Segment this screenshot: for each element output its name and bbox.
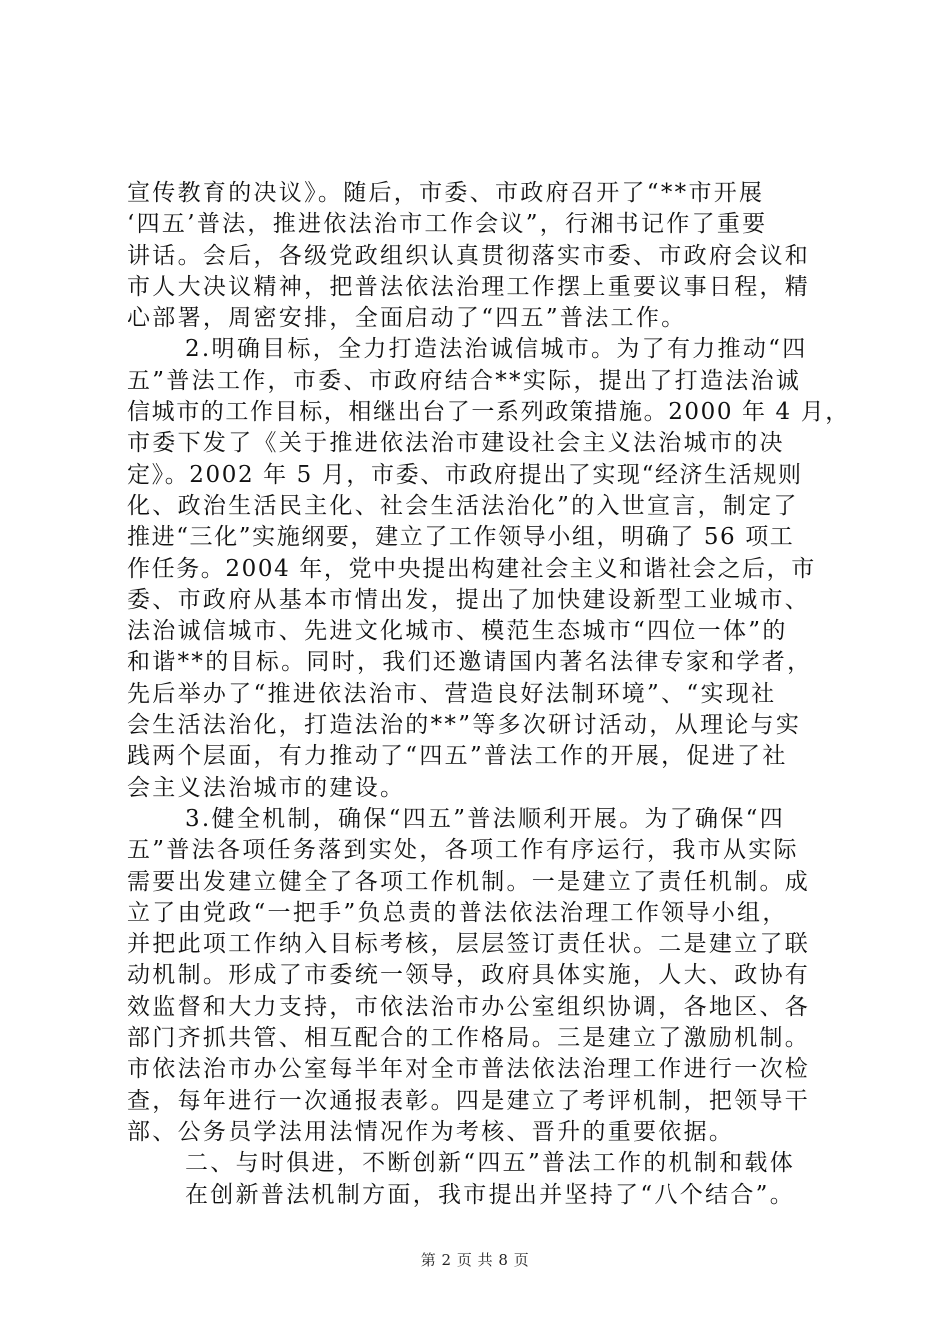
text-line: 会生活法治化，打造法治的**”等多次研讨活动，从理论与实 [127,712,802,739]
text-line: 践两个层面，有力推动了“四五”普法工作的开展，促进了社 [127,743,788,770]
text-line: 市委下发了《关于推进依法治市建设社会主义法治城市的决 [127,430,785,457]
text-line: 市依法治市办公室每半年对全市普法依法治理工作进行一次检 [127,1056,811,1083]
text-line: 心部署，周密安排，全面启动了“四五”普法工作。 [127,305,687,332]
paragraph-start-line: 3.健全机制，确保“四五”普法顺利开展。为了确保“四 [185,805,786,832]
text-line: 并把此项工作纳入目标考核，层层签订责任状。二是建立了联 [127,931,811,958]
text-line: 五”普法各项任务落到实处，各项工作有序运行，我市从实际 [127,837,799,864]
text-line: 和谐**的目标。同时，我们还邀请国内著名法律专家和学者， [127,649,813,676]
text-line: 需要出发建立健全了各项工作机制。一是建立了责任机制。成 [127,868,811,895]
text-line: 查，每年进行一次通报表彰。四是建立了考评机制，把领导干 [127,1087,811,1114]
text-line: 宣传教育的决议》。随后，市委、市政府召开了“**市开展 [127,180,765,206]
text-line: 法治诚信城市、先进文化城市、模范生态城市“四位一体”的 [127,618,788,645]
text-line: 委、市政府从基本市情出发，提出了加快建设新型工业城市、 [127,586,811,613]
text-line: 部门齐抓共管、相互配合的工作格局。三是建立了激励机制。 [127,1025,811,1052]
paragraph-start-line: 在创新普法机制方面，我市提出并坚持了“八个结合”。 [185,1181,796,1208]
text-line: ‘四五’普法，推进依法治市工作会议”，行湘书记作了重要 [127,211,768,238]
text-line: 动机制。形成了市委统一领导，政府具体实施，人大、政协有 [127,962,811,989]
text-line: 五”普法工作，市委、市政府结合**实际，提出了打造法治诚 [127,367,802,394]
section-heading: 二、与时俱进，不断创新“四五”普法工作的机制和载体 [185,1150,796,1177]
body-text [127,178,850,1211]
text-line: 化、政治生活民主化、社会生活法治化”的入世宣言，制定了 [127,492,799,519]
text-line: 效监督和大力支持，市依法治市办公室组织协调，各地区、各 [127,993,811,1020]
page-number-footer: 第 2 页 共 8 页 [420,1251,530,1269]
text-line: 讲话。会后，各级党政组织认真贯彻落实市委、市政府会议和 [127,242,811,269]
text-line: 信城市的工作目标，相继出台了一系列政策措施。2000 年 4 月， [127,399,850,426]
text-line: 作任务。2004 年，党中央提出构建社会主义和谐社会之后，市 [127,555,816,582]
text-line: 会主义法治城市的建设。 [127,774,406,801]
text-line: 定》。2002 年 5 月，市委、市政府提出了实现“经济生活规则 [127,461,803,488]
text-line: 市人大决议精神，把普法依法治理工作摆上重要议事日程，精 [127,273,811,300]
text-line: 先后举办了“推进依法治市、营造良好法制环境”、“实现社 [127,680,777,707]
text-line: 立了由党政“一把手”负总责的普法依法治理工作领导小组， [127,899,788,926]
text-line: 部、公务员学法用法情况作为考核、晋升的重要依据。 [127,1118,735,1145]
paragraph-start-line: 2.明确目标，全力打造法治诚信城市。为了有力推动“四 [185,336,808,363]
text-line: 推进“三化”实施纲要，建立了工作领导小组，明确了 56 项工 [127,524,795,551]
